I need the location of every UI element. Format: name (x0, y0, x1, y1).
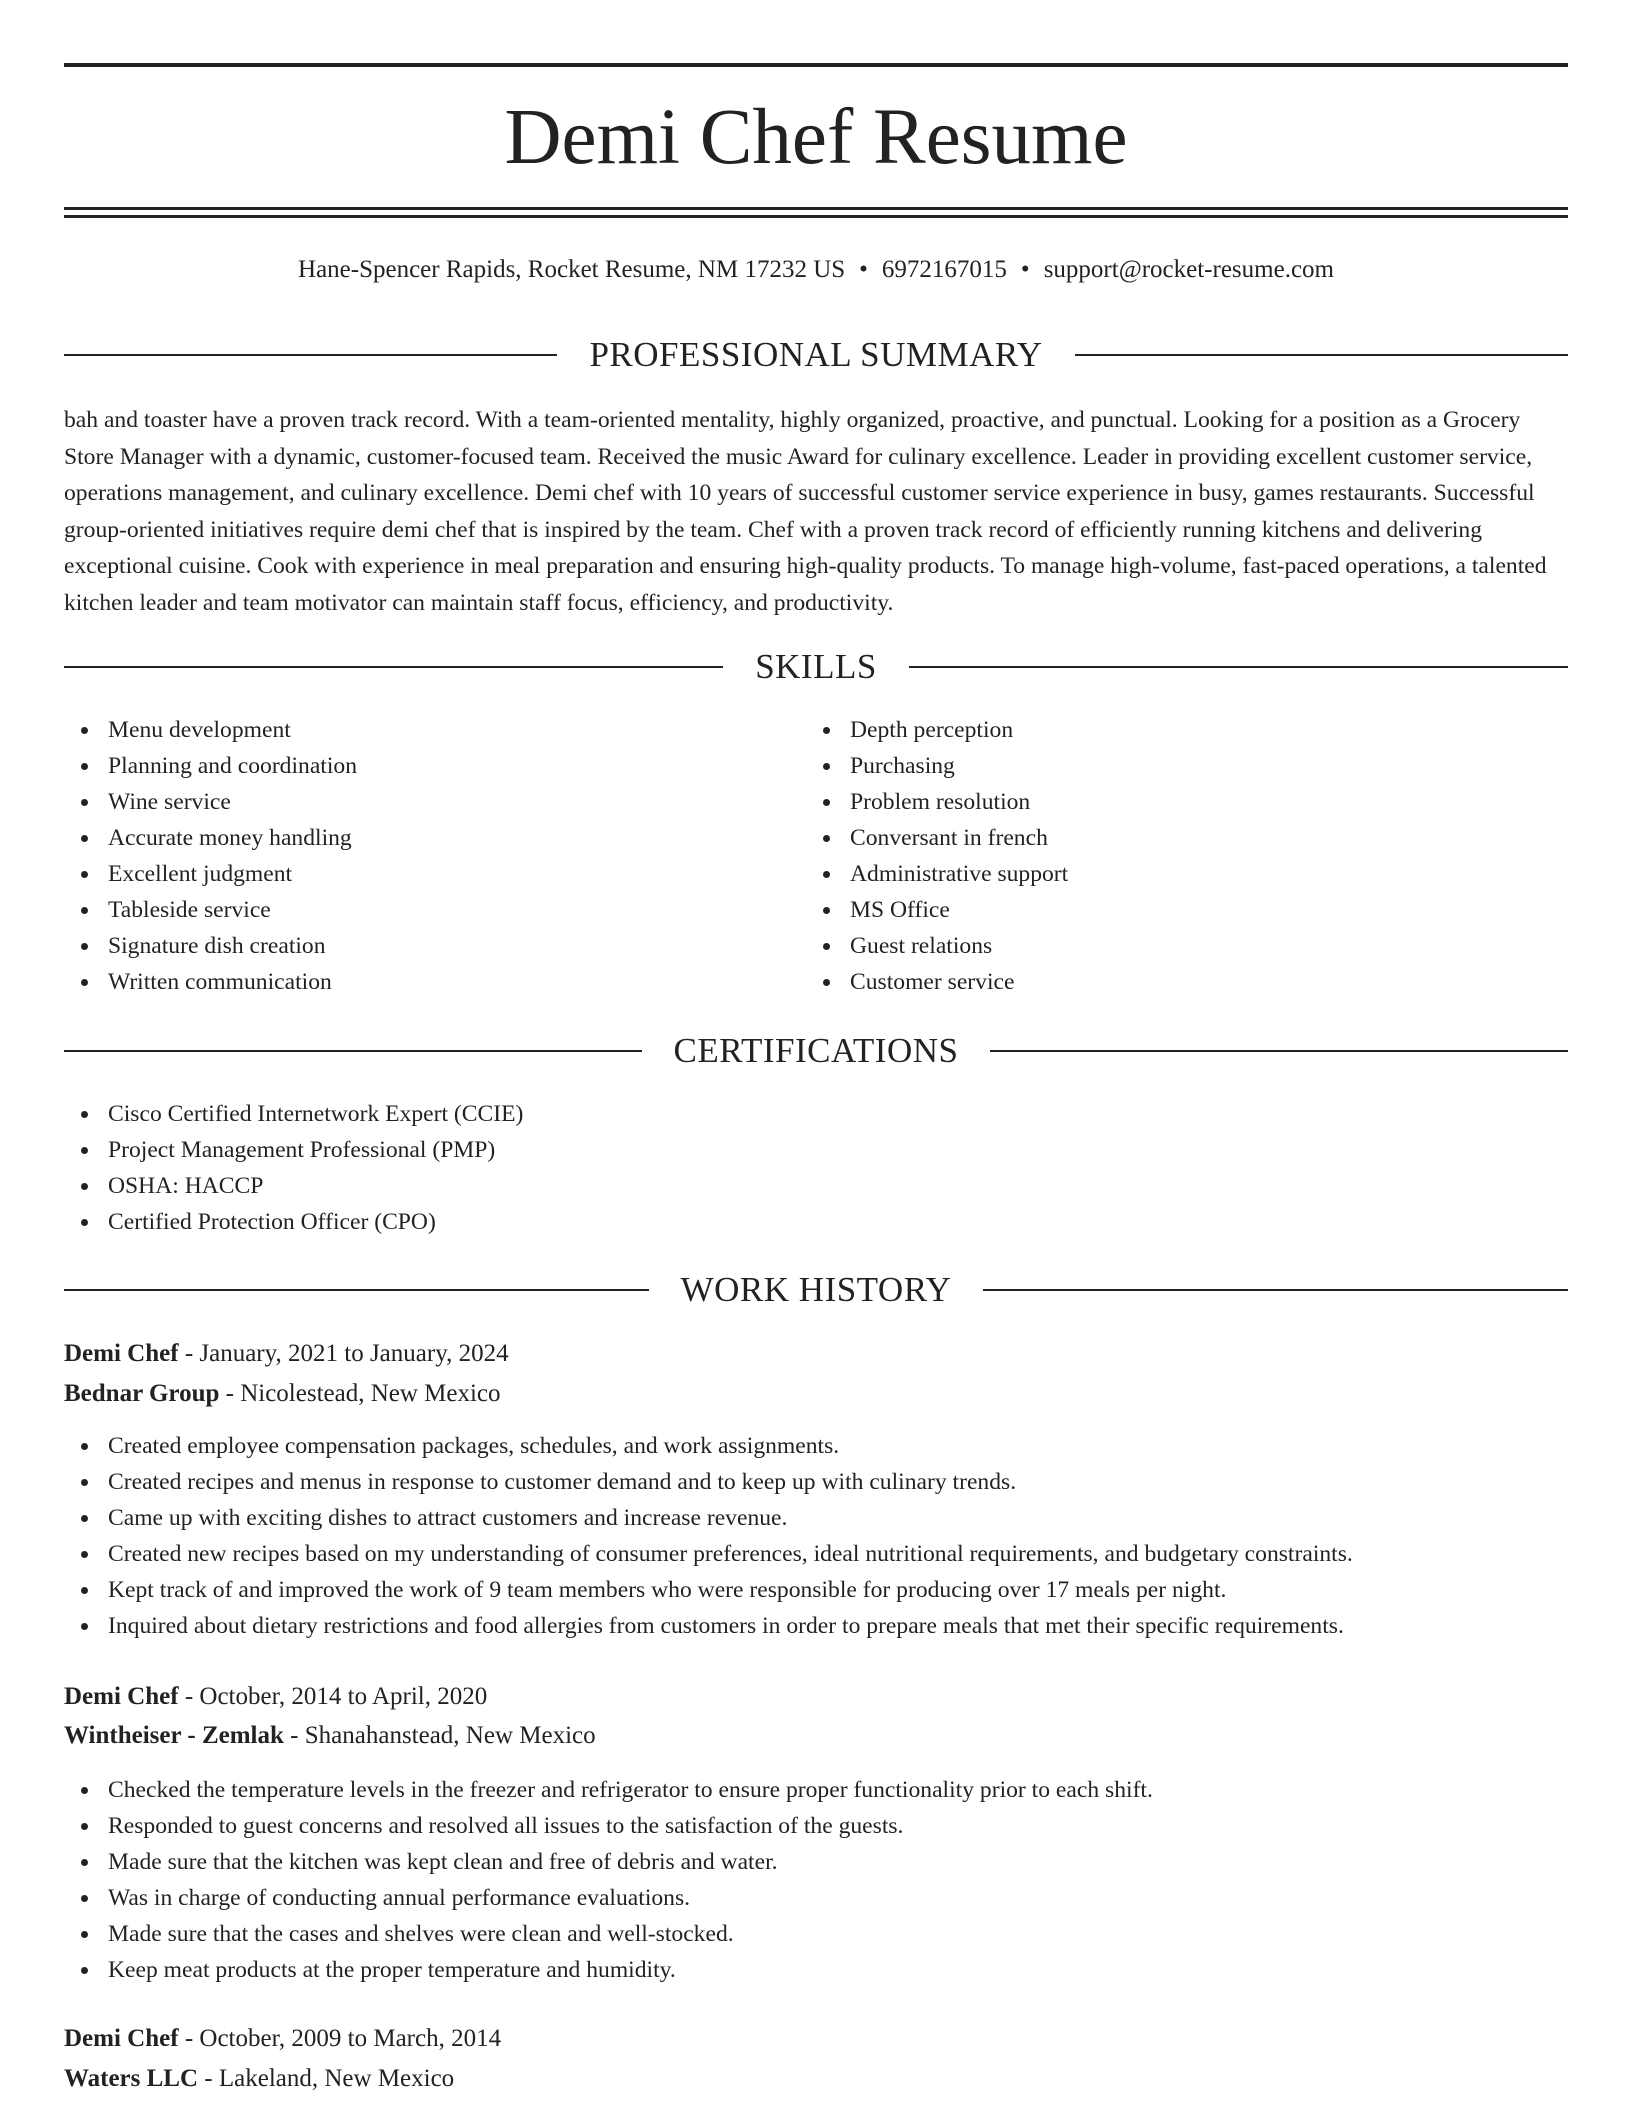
skill-item: Excellent judgment (64, 856, 764, 892)
skill-item: MS Office (806, 892, 1506, 928)
skill-item: Guest relations (806, 928, 1506, 964)
skill-item: Menu development (64, 712, 764, 748)
skill-item: Depth perception (806, 712, 1506, 748)
job-duty-item: Made sure that the kitchen was kept clean and free of debris and water. (64, 1844, 1544, 1880)
job-location: - Shanahanstead, New Mexico (283, 1722, 596, 1749)
skill-item: Purchasing (806, 748, 1506, 784)
section-title: PROFESSIONAL SUMMARY (589, 335, 1043, 374)
job-duties-list (64, 1428, 1544, 1644)
contact-separator: • (859, 256, 868, 283)
heading-rule-right (909, 666, 1568, 668)
job-duties-list (64, 1772, 1544, 1988)
title-rule-lower (64, 215, 1568, 218)
section-heading-work-history (64, 1270, 1568, 1310)
job-title: Demi Chef (64, 1683, 179, 1710)
skill-item: Administrative support (806, 856, 1506, 892)
skills-list-left (64, 712, 764, 1000)
job-title-line (64, 1681, 487, 1713)
skill-item: Planning and coordination (64, 748, 764, 784)
heading-rule-right (1075, 354, 1568, 356)
skill-item: Accurate money handling (64, 820, 764, 856)
job-duty-item: Inquired about dietary restrictions and food allergies from customers in order to prepare meals that met their specific requirements. (64, 1608, 1544, 1644)
job-duty-item: Created employee compensation packages, schedules, and work assignments. (64, 1428, 1544, 1464)
job-title: Demi Chef (64, 1340, 179, 1367)
section-heading-certifications (64, 1031, 1568, 1071)
job-company: Bednar Group (64, 1380, 220, 1407)
job-duty-item: Created new recipes based on my understanding of consumer preferences, ideal nutritional requirements, and budgetary constraints. (64, 1536, 1544, 1572)
job-company-line (64, 1378, 501, 1410)
job-duty-item: Keep meat products at the proper temperature and humidity. (64, 1952, 1544, 1988)
job-duty-item: Was in charge of conducting annual performance evaluations. (64, 1880, 1544, 1916)
title-rule-upper (64, 207, 1568, 210)
contact-address: Hane-Spencer Rapids, Rocket Resume, NM 17232 US (298, 256, 846, 283)
contact-separator: • (1020, 256, 1030, 283)
skill-item: Written communication (64, 964, 764, 1000)
job-duty-item: Kept track of and improved the work of 9 team members who were responsible for producing over 17 meals per night. (64, 1572, 1544, 1608)
job-company-line (64, 2063, 454, 2095)
skill-item: Tableside service (64, 892, 764, 928)
section-title: CERTIFICATIONS (673, 1031, 959, 1070)
job-duty-item: Checked the temperature levels in the freezer and refrigerator to ensure proper functionality prior to each shift. (64, 1772, 1544, 1808)
section-heading-summary (64, 335, 1568, 375)
section-title: WORK HISTORY (680, 1270, 952, 1309)
skill-item: Customer service (806, 964, 1506, 1000)
job-title-line (64, 1338, 509, 1370)
skill-item: Signature dish creation (64, 928, 764, 964)
heading-rule-left (64, 1050, 642, 1052)
job-dates: - October, 2014 to April, 2020 (178, 1683, 488, 1710)
job-title-line (64, 2023, 501, 2055)
contact-email: support@rocket-resume.com (1043, 256, 1334, 283)
heading-rule-right (983, 1289, 1568, 1291)
certification-item: OSHA: HACCP (64, 1168, 1464, 1204)
contact-phone: 6972167015 (881, 256, 1007, 283)
job-company: Waters LLC (64, 2065, 199, 2092)
heading-rule-right (990, 1050, 1568, 1052)
resume-title: Demi Chef Resume (504, 94, 1128, 181)
job-location: - Lakeland, New Mexico (198, 2065, 455, 2092)
certifications-list (64, 1096, 1464, 1240)
job-duty-item: Responded to guest concerns and resolved all issues to the satisfaction of the guests. (64, 1808, 1544, 1844)
job-duty-item: Made sure that the cases and shelves were clean and well-stocked. (64, 1916, 1544, 1952)
job-duty-item: Came up with exciting dishes to attract customers and increase revenue. (64, 1500, 1544, 1536)
job-duty-item: Created recipes and menus in response to customer demand and to keep up with culinary trends. (64, 1464, 1544, 1500)
section-title: SKILLS (755, 647, 877, 686)
skill-item: Problem resolution (806, 784, 1506, 820)
skill-item: Conversant in french (806, 820, 1506, 856)
heading-rule-left (64, 354, 557, 356)
heading-rule-left (64, 666, 723, 668)
certification-item: Project Management Professional (PMP) (64, 1132, 1464, 1168)
summary-text: bah and toaster have a proven track record. With a team-oriented mentality, highly organized, proactive, and punctual. Looking for a position as a Grocery Store Manager with a dynamic, customer-focused team. Received the music Award for culinary excellence. Leader in providing excellent customer service, operations management, and culinary excellence. Demi chef with 10 years of successful customer service experience in busy, games restaurants. Successful group-oriented initiatives require demi chef that is inspired by the team. Chef with a proven track record of efficiently running kitchens and delivering exceptional cuisine. Cook with experience in meal preparation and ensuring high-quality products. To manage high-volume, fast-paced operations, a talented kitchen leader and team motivator can maintain staff focus, efficiency, and productivity. (64, 407, 1547, 616)
skill-item: Wine service (64, 784, 764, 820)
job-dates: - October, 2009 to March, 2014 (178, 2025, 502, 2052)
job-title: Demi Chef (64, 2025, 179, 2052)
job-company-line (64, 1720, 596, 1752)
certification-item: Certified Protection Officer (CPO) (64, 1204, 1464, 1240)
heading-rule-left (64, 1289, 649, 1291)
job-dates: - January, 2021 to January, 2024 (178, 1340, 509, 1367)
certification-item: Cisco Certified Internetwork Expert (CCIE) (64, 1096, 1464, 1132)
contact-line (64, 254, 1568, 286)
job-location: - Nicolestead, New Mexico (219, 1380, 501, 1407)
skills-list-right (806, 712, 1506, 1000)
section-heading-skills (64, 647, 1568, 687)
job-company: Wintheiser - Zemlak (64, 1722, 284, 1749)
top-rule (64, 63, 1568, 67)
